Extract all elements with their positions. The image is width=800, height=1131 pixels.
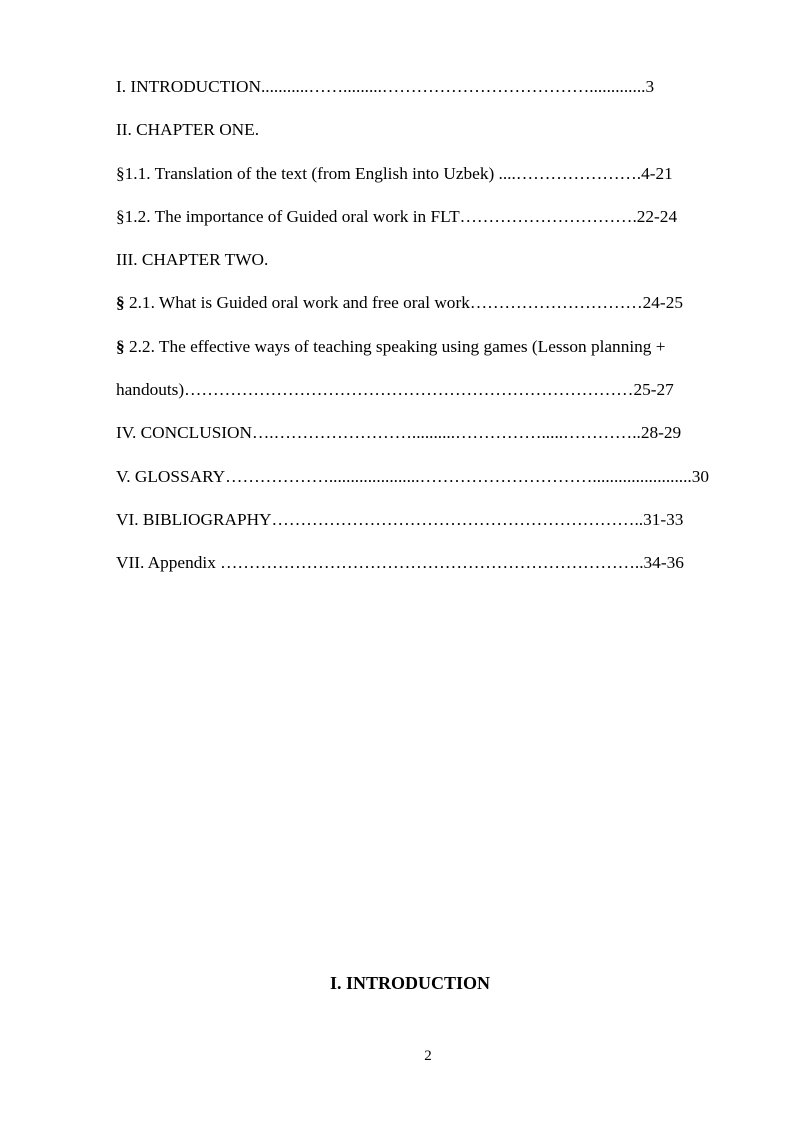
toc-entry-text: VI. BIBLIOGRAPHY………………………………………………………..31-33 — [116, 509, 684, 529]
toc-entry-chapter-two — [116, 248, 756, 291]
toc-entry-text: V. GLOSSARY……………….....................………………………….......................30 — [116, 466, 710, 486]
toc-entry-glossary — [116, 465, 756, 508]
toc-entry-2-2-continued — [116, 378, 756, 421]
table-of-contents — [116, 75, 756, 595]
toc-entry-appendix — [116, 551, 756, 594]
toc-entry-text: §1.2. The importance of Guided oral work in FLT………………………….22-24 — [116, 206, 678, 226]
toc-entry-1-2 — [116, 205, 756, 248]
toc-entry-text: §1.1. Translation of the text (from English into Uzbek) ....………………….4-21 — [116, 163, 673, 183]
toc-entry-introduction — [116, 75, 756, 118]
toc-entry-bibliography — [116, 508, 756, 551]
toc-entry-chapter-one — [116, 118, 756, 161]
toc-entry-2-1 — [116, 291, 756, 334]
toc-entry-text: I. INTRODUCTION...........…….........……………………………….............3 — [116, 77, 655, 96]
toc-entry-1-1 — [116, 162, 756, 205]
toc-entry-text: II. CHAPTER ONE. — [116, 120, 260, 140]
toc-entry-text: 2.2. The effective ways of teaching speaking using games (Lesson planning + — [124, 336, 666, 356]
page-number: 2 — [424, 1048, 432, 1064]
toc-entry-text: III. CHAPTER TWO. — [116, 250, 269, 270]
toc-entry-text: handouts)……………………………………………………………………25-27 — [116, 380, 674, 400]
toc-entry-text: IV. CONCLUSION….……………………..........…………….....…………..28-29 — [116, 423, 682, 443]
section-heading: I. INTRODUCTION — [329, 973, 491, 993]
section-symbol: § — [116, 293, 125, 313]
toc-entry-text: VII. Appendix ………………………………………………………………..34-36 — [116, 553, 684, 573]
toc-entry-text: 2.1. What is Guided oral work and free oral work…………………………24-25 — [124, 293, 683, 313]
toc-entry-conclusion — [116, 421, 756, 464]
toc-entry-2-2 — [116, 335, 756, 378]
section-symbol: § — [116, 336, 125, 356]
